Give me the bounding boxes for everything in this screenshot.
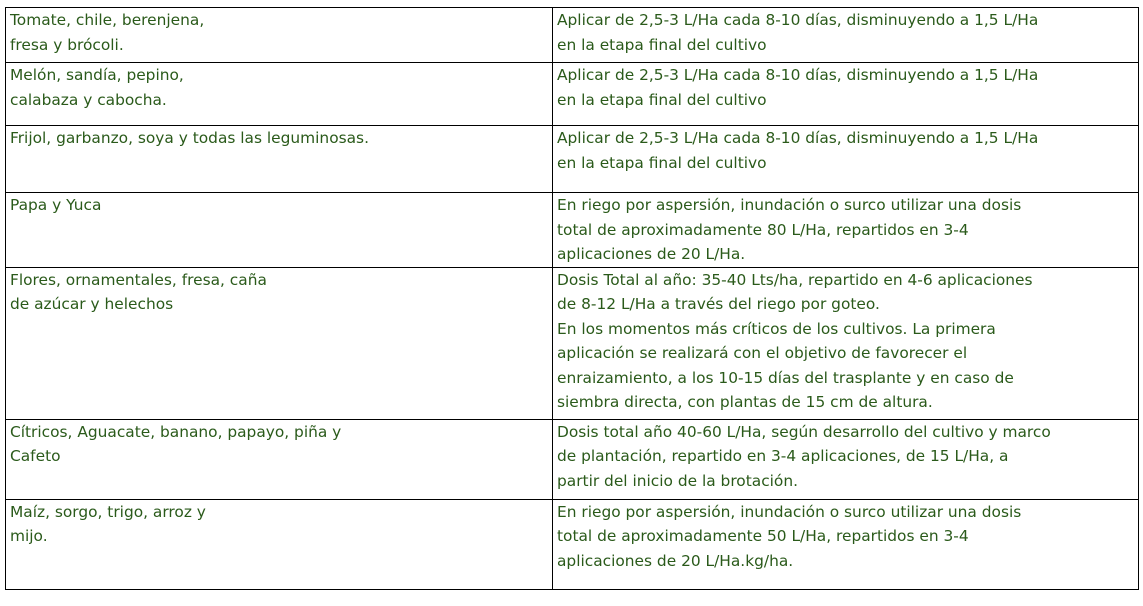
crop-cell: Papa y Yuca (6, 193, 553, 268)
table-row (6, 267, 1139, 419)
crop-cell: Frijol, garbanzo, soya y todas las leguminosas. (6, 126, 553, 193)
crop-cell: Tomate, chile, berenjena, fresa y brócoli. (6, 8, 553, 63)
dose-cell: Aplicar de 2,5-3 L/Ha cada 8-10 días, disminuyendo a 1,5 L/Ha en la etapa final del cultivo (553, 63, 1139, 126)
dose-cell: En riego por aspersión, inundación o surco utilizar una dosis total de aproximadamente 50 L/Ha, repartidos en 3-4 aplicaciones de 20 L/Ha.kg/ha. (553, 499, 1139, 589)
table-row (6, 63, 1139, 126)
dose-cell: Dosis Total al año: 35-40 Lts/ha, repartido en 4-6 aplicaciones de 8-12 L/Ha a través del riego por goteo. En los momentos más críticos de los cultivos. La primera aplicación se realizará con el objetivo de favorecer el enraizamiento, a los 10-15 días del trasplante y en caso de siembra directa, con plantas de 15 cm de altura. (553, 267, 1139, 419)
crop-cell: Melón, sandía, pepino, calabaza y cabocha. (6, 63, 553, 126)
table-row (6, 193, 1139, 268)
dose-cell: Aplicar de 2,5-3 L/Ha cada 8-10 días, disminuyendo a 1,5 L/Ha en la etapa final del cultivo (553, 126, 1139, 193)
crop-cell: Maíz, sorgo, trigo, arroz y mijo. (6, 499, 553, 589)
table-row (6, 126, 1139, 193)
dosage-table (5, 7, 1139, 590)
crop-cell: Flores, ornamentales, fresa, caña de azúcar y helechos (6, 267, 553, 419)
table-row (6, 8, 1139, 63)
table-row (6, 419, 1139, 499)
table-row (6, 499, 1139, 589)
dose-cell: Dosis total año 40-60 L/Ha, según desarrollo del cultivo y marco de plantación, repartido en 3-4 aplicaciones, de 15 L/Ha, a partir del inicio de la brotación. (553, 419, 1139, 499)
crop-cell: Cítricos, Aguacate, banano, papayo, piña y Cafeto (6, 419, 553, 499)
dose-cell: En riego por aspersión, inundación o surco utilizar una dosis total de aproximadamente 80 L/Ha, repartidos en 3-4 aplicaciones de 20 L/Ha. (553, 193, 1139, 268)
dose-cell: Aplicar de 2,5-3 L/Ha cada 8-10 días, disminuyendo a 1,5 L/Ha en la etapa final del cultivo (553, 8, 1139, 63)
